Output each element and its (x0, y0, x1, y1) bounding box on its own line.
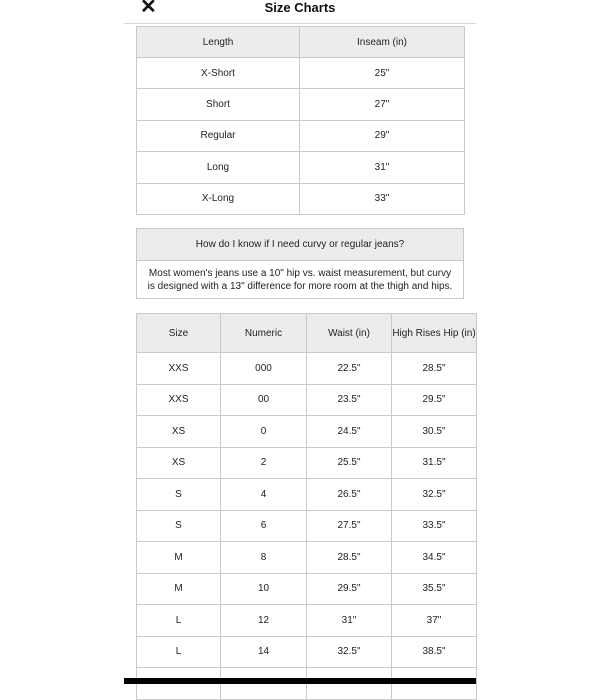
column-header-numeric: Numeric (221, 314, 307, 353)
column-header-length: Length (137, 27, 300, 58)
cell-inseam: 29" (300, 120, 465, 151)
cell-hip: 31.5" (392, 447, 477, 479)
cell-length: Long (137, 152, 300, 183)
table-header-row (137, 27, 465, 58)
cell-waist: 29.5" (307, 573, 392, 605)
cell-size: XXS (137, 353, 221, 385)
fit-question: How do I know if I need curvy or regular jeans? (137, 229, 464, 261)
cell-hip: 32.5" (392, 479, 477, 511)
cell-hip: 29.5" (392, 384, 477, 416)
bottom-bar (124, 678, 476, 684)
cell-numeric: 14 (221, 636, 307, 668)
table-row (137, 479, 477, 511)
cell-size: L (137, 636, 221, 668)
cell-numeric: 00 (221, 384, 307, 416)
cell-inseam: 27" (300, 89, 465, 120)
cell-waist: 28.5" (307, 542, 392, 574)
table-row (137, 542, 477, 574)
cell-hip: 38.5" (392, 636, 477, 668)
cell-waist: 25.5" (307, 447, 392, 479)
size-table (136, 313, 477, 700)
cell-hip: 30.5" (392, 416, 477, 448)
cell-size: S (137, 479, 221, 511)
cell-inseam: 25" (300, 58, 465, 89)
table-row (137, 89, 465, 120)
cell-hip: 37" (392, 605, 477, 637)
fit-answer: Most women's jeans use a 10" hip vs. waist measurement, but curvy is designed with a 13" difference for more room at the thigh and hips. (137, 261, 464, 299)
table-row (137, 447, 477, 479)
cell-waist: 31" (307, 605, 392, 637)
table-row (137, 58, 465, 89)
cell-waist: 24.5" (307, 416, 392, 448)
cell-hip: 33.5" (392, 510, 477, 542)
cell-size: M (137, 542, 221, 574)
size-table-scroll-area[interactable] (136, 313, 476, 678)
cell-inseam: 33" (300, 183, 465, 214)
table-row (137, 510, 477, 542)
cell-inseam: 31" (300, 152, 465, 183)
cell-length: Regular (137, 120, 300, 151)
cell-waist: 27.5" (307, 510, 392, 542)
cell-length: X-Short (137, 58, 300, 89)
cell-size: S (137, 510, 221, 542)
cell-numeric: 10 (221, 573, 307, 605)
cell-waist: 22.5" (307, 353, 392, 385)
table-row (137, 573, 477, 605)
cell-size: XS (137, 416, 221, 448)
column-header-hip: High Rises Hip (in) (392, 314, 477, 353)
close-icon[interactable]: ✕ (140, 0, 157, 18)
cell-size: XXS (137, 384, 221, 416)
page-title: Size Charts (264, 0, 336, 15)
cell-numeric: 000 (221, 353, 307, 385)
column-header-size: Size (137, 314, 221, 353)
cell-numeric: 4 (221, 479, 307, 511)
cell-waist: 26.5" (307, 479, 392, 511)
cell-numeric: 6 (221, 510, 307, 542)
cell-numeric: 2 (221, 447, 307, 479)
table-row (137, 384, 477, 416)
column-header-waist: Waist (in) (307, 314, 392, 353)
cell-numeric: 12 (221, 605, 307, 637)
cell-waist: 32.5" (307, 636, 392, 668)
cell-numeric: 8 (221, 542, 307, 574)
cell-waist: 23.5" (307, 384, 392, 416)
table-row (137, 183, 465, 214)
cell-size: L (137, 605, 221, 637)
cell-size: M (137, 573, 221, 605)
fit-info-box (136, 228, 464, 299)
column-header-inseam: Inseam (in) (300, 27, 465, 58)
cell-length: Short (137, 89, 300, 120)
table-row (137, 416, 477, 448)
cell-numeric: 0 (221, 416, 307, 448)
table-row (137, 353, 477, 385)
table-row (137, 636, 477, 668)
cell-hip: 35.5" (392, 573, 477, 605)
cell-hip: 34.5" (392, 542, 477, 574)
cell-size: XS (137, 447, 221, 479)
inseam-table (136, 26, 465, 215)
table-row (137, 605, 477, 637)
table-row (137, 120, 465, 151)
table-header-row (137, 314, 477, 353)
table-row (137, 152, 465, 183)
cell-length: X-Long (137, 183, 300, 214)
cell-hip: 28.5" (392, 353, 477, 385)
